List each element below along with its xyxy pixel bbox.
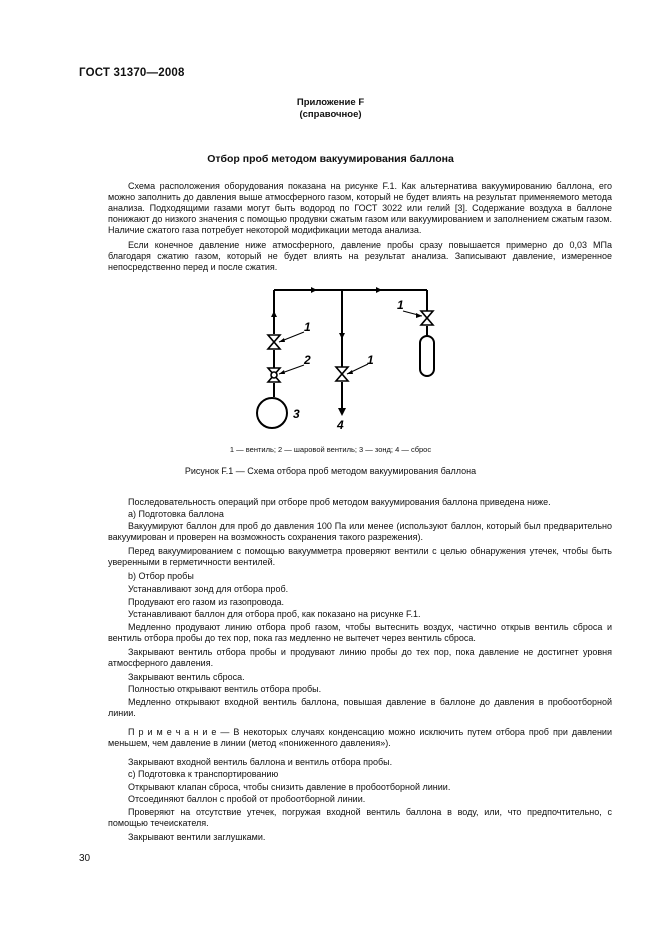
page-number: 30 — [79, 853, 91, 864]
flow-arrow-top-2 — [376, 287, 382, 293]
procedure-paragraph: Закрывают вентиль отбора пробы и продувают линию пробы до тех пор, пока давление не достигнет уровня атмосферного давления. — [108, 647, 612, 668]
procedure-paragraph: Полностью открывают вентиль отбора пробы. — [128, 684, 322, 694]
label-valve-1-vessel: 1 — [397, 298, 404, 312]
procedure-paragraph: b) Отбор пробы — [128, 571, 194, 581]
vent-outlet-arrow — [338, 408, 346, 416]
sampling-schematic — [0, 280, 661, 440]
procedure-paragraph: Закрывают вентили заглушками. — [128, 832, 266, 842]
procedure-paragraph: Устанавливают зонд для отбора проб. — [128, 584, 289, 594]
procedure-paragraph: Проверяют на отсутствие утечек, погружая входной вентиль баллона в воду, или, что предпочтительно, с помощью течеискателя. — [108, 807, 612, 828]
label-vent-4: 4 — [337, 418, 344, 432]
label-valve-1-vent: 1 — [367, 353, 374, 367]
intro-paragraph-2: Если конечное давление ниже атмосферного, давление пробы сразу повышается примерно до 0,03 МПа благодаря сжатию газом, который не будет влиять на результат анализа. Записывают давление, измеренное непосредственно перед и после сжатия. — [108, 240, 612, 272]
leader-arrow-3 — [347, 370, 353, 374]
procedure-paragraph: с) Подготовка к транспортированию — [128, 769, 279, 779]
leader-arrow-2 — [279, 370, 285, 374]
procedure-paragraph: Перед вакуумированием с помощью вакуумметра проверяют вентили с целью обнаружения утечек, чтобы быть уверенными в герметичности вентилей. — [108, 546, 612, 567]
procedure-paragraph: П р и м е ч а н и е — В некоторых случаях конденсацию можно исключить путем отбора проб при давлении меньшем, чем давление в линии (метод «пониженного давления»). — [108, 727, 612, 748]
procedure-paragraph: а) Подготовка баллона — [128, 509, 224, 519]
sample-cylinder — [257, 398, 287, 428]
flow-arrow-top-1 — [311, 287, 317, 293]
flow-arrow-left — [271, 311, 277, 317]
valve-1-vent — [336, 367, 348, 381]
standard-number: ГОСТ 31370—2008 — [79, 67, 185, 79]
section-title: Отбор проб методом вакуумирования баллона — [207, 153, 454, 165]
appendix-title: Приложение F — [296, 97, 365, 108]
procedure-paragraph: Устанавливают баллон для отбора проб, как показано на рисунке F.1. — [128, 609, 421, 619]
label-cylinder-3: 3 — [293, 407, 300, 421]
probe-vessel — [420, 336, 434, 376]
procedure-paragraph: Последовательность операций при отборе проб методом вакуумирования баллона приведена ниже. — [128, 497, 551, 507]
label-ball-valve-2: 2 — [304, 353, 311, 367]
procedure-paragraph: Закрывают входной вентиль баллона и вентиль отбора пробы. — [128, 757, 393, 767]
procedure-paragraph: Медленно открывают входной вентиль баллона, повышая давление в баллоне до давления в пробоотборной линии. — [108, 697, 612, 718]
ball-valve-2 — [268, 368, 280, 382]
procedure-paragraph: Отсоединяют баллон с пробой от пробоотборной линии. — [128, 794, 366, 804]
intro-paragraph-1: Схема расположения оборудования показана на рисунке F.1. Как альтернатива вакуумированию баллона, его можно заполнить до давления выше атмосферного газом, который не будет влиять на результат применяемого метода анализа. Подходящими газами могут быть водород по ГОСТ 3022 или гелий [3]. Содержание воздуха в баллоне понижают до низкого значения с помощью продувки сжатым газом или вакуумированием и заполнением сжатым газом. Наличие сжатого газа потребует некоторой модификации метода анализа. — [108, 181, 612, 235]
valve-1-left — [268, 335, 280, 349]
procedure-paragraph: Продувают его газом из газопровода. — [128, 597, 285, 607]
procedure-paragraph: Вакуумируют баллон для проб до давления 100 Па или менее (используют баллон, который был предварительно вакуумирован и проверен на возможность сохранения такого разрежения). — [108, 521, 612, 542]
procedure-paragraph: Закрывают вентиль сброса. — [128, 672, 245, 682]
label-valve-1-left: 1 — [304, 320, 311, 334]
procedure-paragraph: Медленно продувают линию отбора проб газом, чтобы вытеснить воздух, частично открыв вентиль сброса и вентиль отбора пробы до тех пор, пока газ медленно не вытечет через вентиль сброса. — [108, 622, 612, 643]
procedure-paragraph: Открывают клапан сброса, чтобы снизить давление в пробоотборной линии. — [128, 782, 451, 792]
figure-legend: 1 — вентиль; 2 — шаровой вентиль; 3 — зонд; 4 — сброс — [229, 445, 432, 454]
figure-caption: Рисунок F.1 — Схема отбора проб методом вакуумирования баллона — [184, 466, 477, 476]
leader-arrow-1 — [279, 338, 285, 342]
flow-arrow-vent — [339, 333, 345, 339]
valve-1-vessel — [421, 311, 433, 325]
appendix-subtitle: (справочное) — [299, 109, 362, 120]
